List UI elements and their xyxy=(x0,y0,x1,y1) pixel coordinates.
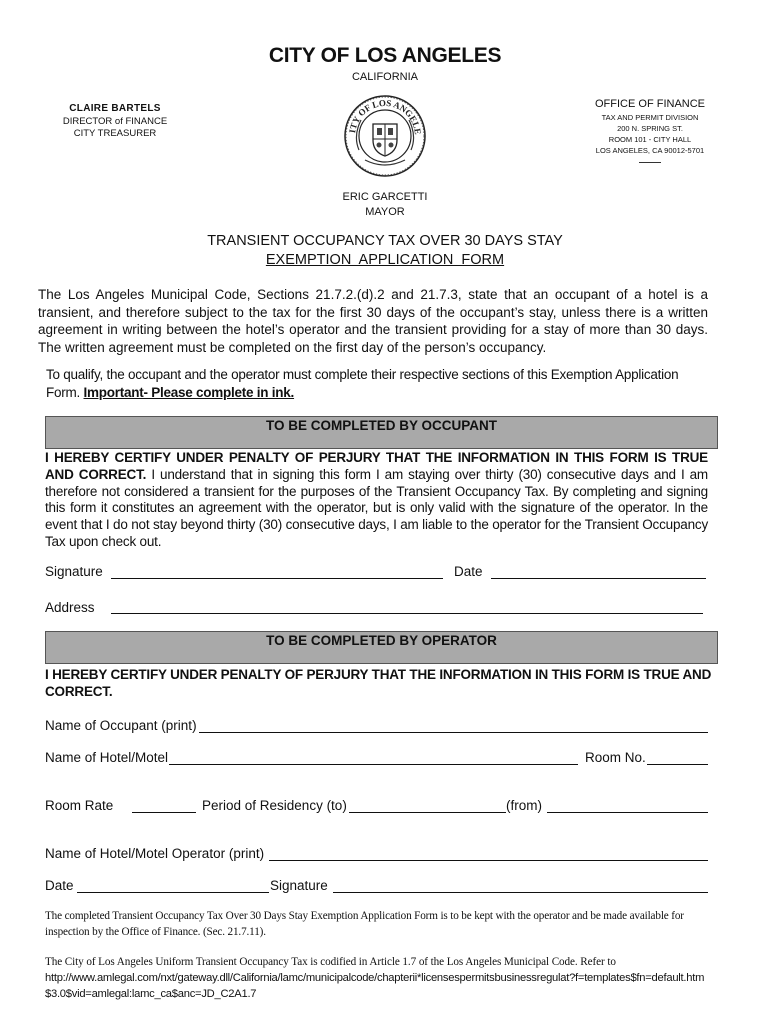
room-no-label: Room No. xyxy=(585,750,646,765)
period-from-field[interactable] xyxy=(547,812,708,813)
street-line: 200 N. SPRING ST. xyxy=(617,124,683,133)
occupant-address-label: Address xyxy=(45,600,95,615)
occupant-signature-field[interactable] xyxy=(111,578,443,579)
room-line: ROOM 101 - CITY HALL xyxy=(608,135,692,144)
divider xyxy=(639,162,661,163)
occupant-certify: I HEREBY CERTIFY UNDER PENALTY OF PERJURY THAT THE INFORMATION IN THIS FORM IS TRUE AND CORRECT. xyxy=(45,450,708,482)
period-to-label: Period of Residency (to) xyxy=(202,798,347,813)
operator-name-label: Name of Hotel/Motel Operator (print) xyxy=(45,846,265,861)
occupant-date-field[interactable] xyxy=(491,578,706,579)
form-title: TRANSIENT OCCUPANCY TAX OVER 30 DAYS STAY xyxy=(207,233,563,249)
hotel-name-field[interactable] xyxy=(169,764,578,765)
city-title: CITY OF LOS ANGELES xyxy=(268,44,502,67)
footer-note-kept: The completed Transient Occupancy Tax Over 30 Days Stay Exemption Application Form is to be kept with the operator and be made available for inspection by the Office of Finance. (Sec. 21.7.11). xyxy=(45,910,684,938)
codified-text: The City of Los Angeles Uniform Transient Occupancy Tax is codified in Article 1.7 of the Los Angeles Municipal Code. Refer to xyxy=(45,956,616,968)
municipal-code-link[interactable]: http://www.amlegal.com/nxt/gateway.dll/California/lamc/municipalcode/chapterii*licensespermitsbusinessregulat?f=templates$fn=default.htm$3.0$vid=amlegal:lamc_ca$anc=JD_C2A1.7 xyxy=(45,972,705,1000)
occupant-statement-text: I understand that in signing this form I am staying over thirty (30) consecutive days and I am therefore not considered a transient for the purposes of the Transient Occupancy Tax. By completing and signing this form it constitutes an agreement with the operator, but is only valid with the signature of the operator. In the event that I do not stay beyond thirty (30) consecutive days, I am liable to the operator for the Transient Occupancy Tax upon check out. xyxy=(45,466,708,549)
operator-banner: TO BE COMPLETED BY OPERATOR xyxy=(45,631,718,664)
footer-note-codified xyxy=(45,954,713,970)
division-line: TAX AND PERMIT DIVISION xyxy=(601,113,699,122)
state-subtitle: CALIFORNIA xyxy=(351,71,418,83)
city-zip-line: LOS ANGELES, CA 90012-5701 xyxy=(595,146,705,155)
svg-text:CITY OF LOS ANGELES: ITY OF LOS ANGELE xyxy=(347,97,424,136)
office-title: OFFICE OF FINANCE xyxy=(595,98,705,110)
period-to-field[interactable] xyxy=(349,812,506,813)
period-from-label: (from) xyxy=(506,798,542,813)
room-rate-label: Room Rate xyxy=(45,798,114,813)
director-block xyxy=(40,103,190,139)
occupant-date-label: Date xyxy=(454,564,483,579)
intro-paragraph: The Los Angeles Municipal Code, Sections 21.7.2.(d).2 and 21.7.3, state that an occupant of a hotel is a transient, and therefore subject to the tax for the first 30 days of the occupant’s stay, unless there is a written agreement in writing between the hotel’s operator and the transient providing for a stay of more than 30 days. The written agreement must be completed on the first day of the person’s occupancy. xyxy=(38,287,708,355)
director-name: CLAIRE BARTELS xyxy=(69,103,161,114)
room-rate-field[interactable] xyxy=(132,812,196,813)
footer-link-block xyxy=(45,970,713,1002)
operator-signature-field[interactable] xyxy=(333,892,708,893)
occupant-banner: TO BE COMPLETED BY OCCUPANT xyxy=(45,416,718,449)
mayor-title: MAYOR xyxy=(365,206,405,218)
office-block xyxy=(580,98,720,163)
treasurer-title: CITY TREASURER xyxy=(73,128,157,139)
qualify-text: To qualify, the occupant and the operator must complete their respective sections of this Exemption Application Form. xyxy=(46,367,679,400)
city-seal xyxy=(343,94,427,178)
operator-name-field[interactable] xyxy=(269,860,708,861)
occupant-signature-label: Signature xyxy=(45,564,103,579)
occupant-statement xyxy=(45,450,708,551)
mayor-name: ERIC GARCETTI xyxy=(342,191,428,203)
occupant-address-field[interactable] xyxy=(111,613,703,614)
operator-certify: I HEREBY CERTIFY UNDER PENALTY OF PERJURY THAT THE INFORMATION IN THIS FORM IS TRUE AND CORRECT. xyxy=(45,667,712,699)
operator-date-field[interactable] xyxy=(77,892,269,893)
qualify-paragraph xyxy=(46,366,710,401)
important-note: Important- Please complete in ink. xyxy=(83,384,295,400)
room-no-field[interactable] xyxy=(647,764,708,765)
operator-date-label: Date xyxy=(45,878,74,893)
mayor-block xyxy=(0,191,770,218)
form-subtitle-text: EXEMPTION APPLICATION FORM xyxy=(265,252,505,268)
occupant-name-field[interactable] xyxy=(199,732,708,733)
occupant-name-label: Name of Occupant (print) xyxy=(45,718,197,733)
operator-signature-label: Signature xyxy=(270,878,328,893)
director-title: DIRECTOR of FINANCE xyxy=(62,116,168,127)
hotel-name-label: Name of Hotel/Motel xyxy=(45,750,169,765)
form-subtitle xyxy=(0,252,770,268)
